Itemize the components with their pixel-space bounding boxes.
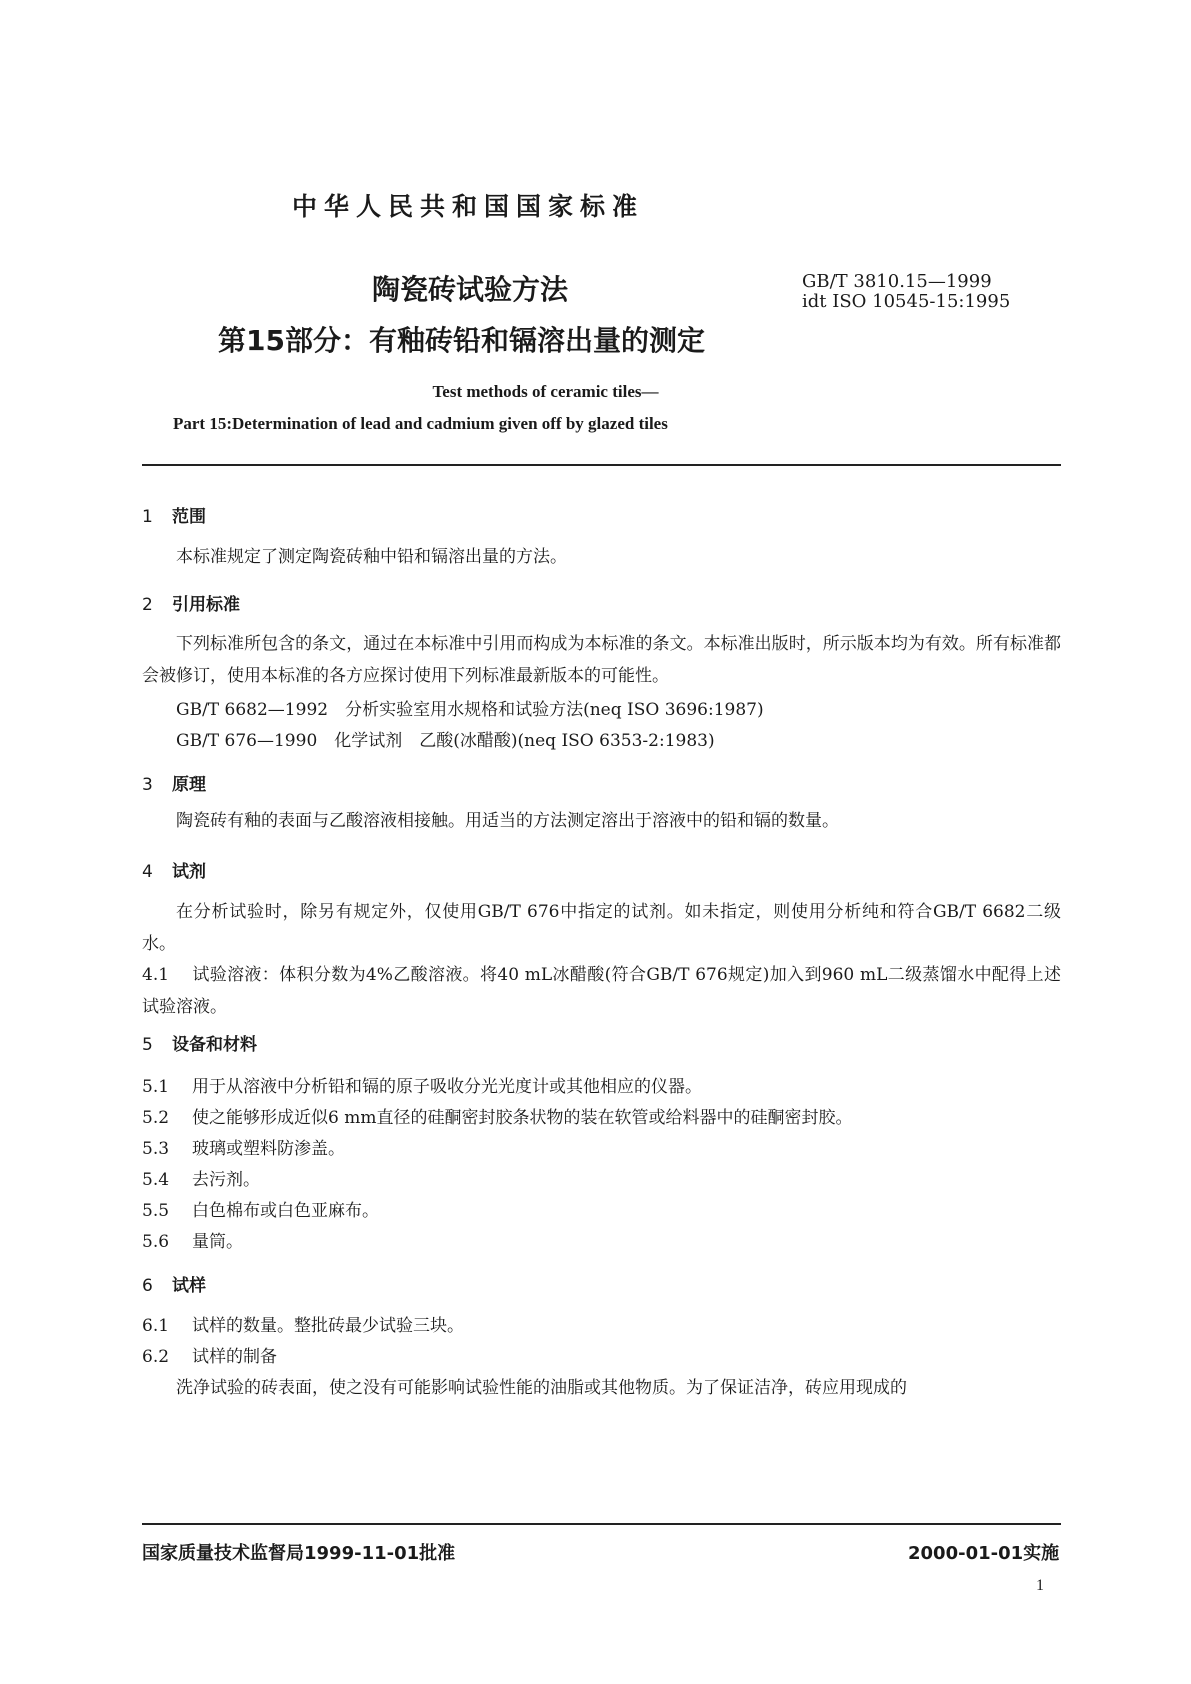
standard-code-block [802, 272, 1010, 312]
effective-date: 2000-01-01实施 [908, 1543, 1060, 1564]
section-3-paragraph: 陶瓷砖有釉的表面与乙酸溶液相接触。用适当的方法测定溶出于溶液中的铅和镉的数量。 [176, 811, 839, 831]
list-item: 5.6 量筒。 [142, 1232, 243, 1252]
section-5-heading: 5 设备和材料 [142, 1035, 257, 1055]
list-item: 6.1 试样的数量。整批砖最少试验三块。 [142, 1316, 464, 1336]
document-subtitle-en: Part 15:Determination of lead and cadmium given off by glazed tiles [173, 414, 668, 433]
footer-divider [142, 1523, 1061, 1525]
document-title-en: Test methods of ceramic tiles— [432, 382, 659, 401]
section-2-heading: 2 引用标准 [142, 595, 240, 615]
list-item: 5.2 使之能够形成近似6 mm直径的硅酮密封胶条状物的装在软管或给料器中的硅酮密封胶。 [142, 1108, 853, 1128]
item-number: 4.1 [142, 965, 170, 985]
approval-date: 国家质量技术监督局1999-11-01批准 [142, 1543, 456, 1564]
section-6-2-paragraph: 洗净试验的砖表面，使之没有可能影响试验性能的油脂或其他物质。为了保证洁净，砖应用现成的 [176, 1378, 907, 1398]
header-divider [142, 464, 1061, 466]
section-3-heading: 3 原理 [142, 775, 206, 795]
national-standard-label: 中华人民共和国国家标准 [291, 192, 644, 221]
section-1-heading: 1 范围 [142, 507, 206, 527]
section-4-paragraph: 在分析试验时，除另有规定外，仅使用GB/T 676中指定的试剂。如未指定，则使用分析纯和符合GB/T 6682二级水。 [142, 902, 1061, 954]
section-4-1-item [142, 959, 1061, 1023]
list-item: 5.4 去污剂。 [142, 1170, 260, 1190]
document-subtitle-cn: 第15部分：有釉砖铅和镉溶出量的测定 [218, 324, 705, 357]
section-2-paragraph: 下列标准所包含的条文，通过在本标准中引用而构成为本标准的条文。本标准出版时，所示版本均为有效。所有标准都会被修订，使用本标准的各方应探讨使用下列标准最新版本的可能性。 [142, 634, 1061, 686]
page-number: 1 [1036, 1577, 1044, 1594]
list-item: 6.2 试样的制备 [142, 1347, 277, 1367]
document-title-cn: 陶瓷砖试验方法 [372, 273, 569, 306]
section-6-heading: 6 试样 [142, 1276, 206, 1296]
standard-equivalence: idt ISO 10545-15:1995 [802, 291, 1011, 312]
section-1-paragraph: 本标准规定了测定陶瓷砖釉中铅和镉溶出量的方法。 [176, 547, 567, 567]
list-item: 5.3 玻璃或塑料防渗盖。 [142, 1139, 345, 1159]
reference-gbt-676: GB/T 676—1990 化学试剂 乙酸(冰醋酸)(neq ISO 6353-2:1983) [176, 731, 715, 751]
standard-number: GB/T 3810.15—1999 [802, 271, 992, 292]
item-text: 试验溶液：体积分数为4%乙酸溶液。将40 mL冰醋酸(符合GB/T 676规定)加入到960 mL二级蒸馏水中配得上述试验溶液。 [142, 965, 1061, 1017]
section-4-heading: 4 试剂 [142, 862, 206, 882]
list-item: 5.1 用于从溶液中分析铅和镉的原子吸收分光光度计或其他相应的仪器。 [142, 1077, 702, 1097]
reference-gbt-6682: GB/T 6682—1992 分析实验室用水规格和试验方法(neq ISO 3696:1987) [176, 700, 764, 720]
list-item: 5.5 白色棉布或白色亚麻布。 [142, 1201, 379, 1221]
